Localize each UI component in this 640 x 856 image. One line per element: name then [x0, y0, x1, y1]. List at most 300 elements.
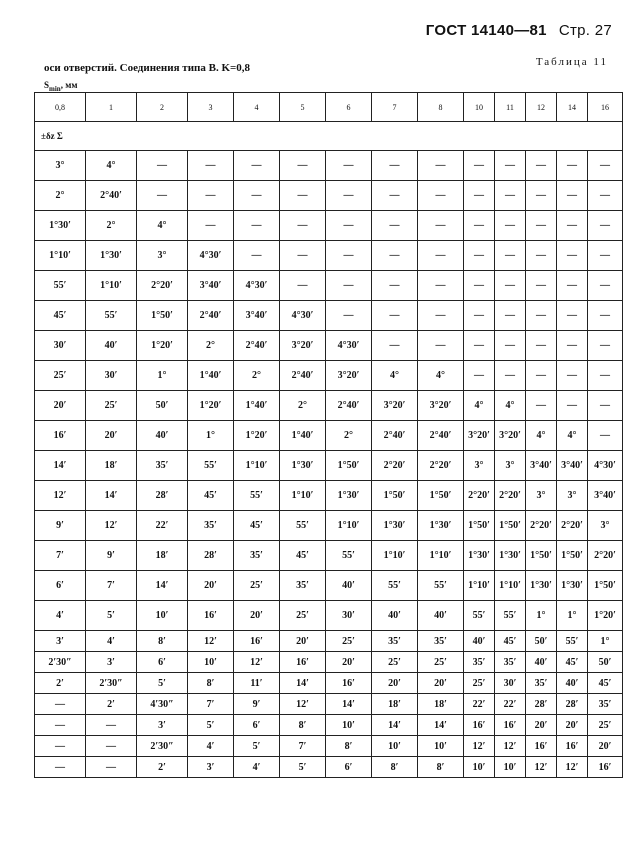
- table-cell: 10′: [372, 736, 418, 757]
- page-number: Стр. 27: [558, 22, 612, 39]
- table-cell: 25′: [372, 652, 418, 673]
- table-cell: 35′: [526, 673, 557, 694]
- table-cell: 4′: [234, 757, 280, 778]
- table-cell: 4′: [35, 601, 86, 631]
- table-cell: 1°50′: [495, 511, 526, 541]
- table-cell: 35′: [372, 631, 418, 652]
- table-cell: 16′: [526, 736, 557, 757]
- table-cell: 1°50′: [588, 571, 623, 601]
- table-cell: —: [326, 271, 372, 301]
- table-cell: 55′: [418, 571, 464, 601]
- table-cell: 3°: [464, 451, 495, 481]
- table-cell: 11′: [234, 673, 280, 694]
- table-cell: 2°20′: [372, 451, 418, 481]
- table-cell: —: [526, 391, 557, 421]
- table-row: [35, 271, 623, 301]
- table-cell: —: [588, 241, 623, 271]
- table-cell: 35′: [588, 694, 623, 715]
- table-cell: 25′: [35, 361, 86, 391]
- table-cell: 25′: [280, 601, 326, 631]
- table-cell: 3°40′: [188, 271, 234, 301]
- table-cell: 1°30′: [495, 541, 526, 571]
- table-row: [35, 301, 623, 331]
- table-cell: 22′: [495, 694, 526, 715]
- table-cell: 25′: [588, 715, 623, 736]
- table-cell: 55′: [495, 601, 526, 631]
- table-cell: —: [418, 181, 464, 211]
- table-cell: 1°30′: [86, 241, 137, 271]
- table-cell: 2°40′: [372, 421, 418, 451]
- table-cell: 2°20′: [495, 481, 526, 511]
- column-header: 14: [557, 93, 588, 122]
- table-cell: 28′: [526, 694, 557, 715]
- table-cell: 4°: [137, 211, 188, 241]
- table-cell: 22′: [137, 511, 188, 541]
- table-cell: 2°20′: [557, 511, 588, 541]
- table-cell: —: [326, 301, 372, 331]
- table-label: Таблица 11: [535, 56, 608, 68]
- table-cell: 14′: [418, 715, 464, 736]
- table-cell: 1°20′: [234, 421, 280, 451]
- table-cell: —: [464, 361, 495, 391]
- table-cell: 1°: [557, 601, 588, 631]
- table-cell: 18′: [418, 694, 464, 715]
- table-row: [35, 736, 623, 757]
- table-cell: 1°30′: [557, 571, 588, 601]
- table-cell: 3′: [137, 715, 188, 736]
- table-cell: 55′: [372, 571, 418, 601]
- table-cell: 1°10′: [464, 571, 495, 601]
- table-cell: 45′: [557, 652, 588, 673]
- table-cell: 40′: [137, 421, 188, 451]
- table-cell: 4°30′: [188, 241, 234, 271]
- table-cell: 3°20′: [418, 391, 464, 421]
- table-cell: —: [418, 241, 464, 271]
- table-row: [35, 151, 623, 181]
- table-cell: 28′: [188, 541, 234, 571]
- table-cell: —: [280, 241, 326, 271]
- smin-label: [44, 80, 77, 93]
- table-cell: 28′: [137, 481, 188, 511]
- table-cell: —: [495, 301, 526, 331]
- table-cell: 16′: [280, 652, 326, 673]
- table-cell: —: [326, 151, 372, 181]
- table-cell: 16′: [495, 715, 526, 736]
- table-row: [35, 181, 623, 211]
- table-cell: 22′: [464, 694, 495, 715]
- table-cell: —: [557, 331, 588, 361]
- table-cell: 1°50′: [418, 481, 464, 511]
- table-cell: —: [372, 211, 418, 241]
- table-row: [35, 694, 623, 715]
- table-cell: 10′: [495, 757, 526, 778]
- table-cell: —: [557, 301, 588, 331]
- table-cell: —: [557, 391, 588, 421]
- table-cell: 35′: [234, 541, 280, 571]
- column-header: 16: [588, 93, 623, 122]
- table-cell: 25′: [326, 631, 372, 652]
- table-cell: 12′: [495, 736, 526, 757]
- table-cell: 55′: [188, 451, 234, 481]
- table-cell: 1°50′: [526, 541, 557, 571]
- table-cell: 55′: [464, 601, 495, 631]
- table-cell: 4′: [86, 631, 137, 652]
- table-cell: 25′: [464, 673, 495, 694]
- table-cell: 1°10′: [86, 271, 137, 301]
- table-row: [35, 601, 623, 631]
- table-cell: —: [35, 736, 86, 757]
- table-cell: 3°: [137, 241, 188, 271]
- table-row: [35, 541, 623, 571]
- table-cell: 18′: [372, 694, 418, 715]
- table-cell: 20′: [588, 736, 623, 757]
- table-cell: 1°50′: [372, 481, 418, 511]
- table-cell: —: [588, 181, 623, 211]
- table-cell: 8′: [188, 673, 234, 694]
- table-cell: —: [464, 211, 495, 241]
- table-cell: 4°: [372, 361, 418, 391]
- table-cell: 20′: [326, 652, 372, 673]
- table-cell: 55′: [86, 301, 137, 331]
- table-cell: —: [557, 181, 588, 211]
- table-cell: 2°: [326, 421, 372, 451]
- table-row: [35, 361, 623, 391]
- table-cell: 3°: [495, 451, 526, 481]
- table-cell: —: [557, 241, 588, 271]
- table-cell: —: [372, 331, 418, 361]
- table-cell: 16′: [188, 601, 234, 631]
- column-header: 0,8: [35, 93, 86, 122]
- table-cell: 25′: [418, 652, 464, 673]
- table-cell: 1°10′: [418, 541, 464, 571]
- table-cell: 1°10′: [495, 571, 526, 601]
- table-cell: 14′: [280, 673, 326, 694]
- table-cell: 7′: [280, 736, 326, 757]
- table-cell: 14′: [326, 694, 372, 715]
- table-cell: 40′: [86, 331, 137, 361]
- table-cell: 35′: [280, 571, 326, 601]
- table-cell: 4°: [557, 421, 588, 451]
- table-cell: 2°: [234, 361, 280, 391]
- table-cell: 6′: [234, 715, 280, 736]
- table-row: [35, 331, 623, 361]
- table-cell: 16′: [588, 757, 623, 778]
- table-cell: 20′: [418, 673, 464, 694]
- table-cell: 3°: [526, 481, 557, 511]
- table-cell: 9′: [234, 694, 280, 715]
- table-cell: 3°20′: [280, 331, 326, 361]
- table-cell: 16′: [234, 631, 280, 652]
- table-cell: 12′: [188, 631, 234, 652]
- table-cell: —: [557, 151, 588, 181]
- table-caption: оси отверстий. Соединения типа В. K=0,8: [44, 62, 251, 74]
- table-cell: 2′30″: [35, 652, 86, 673]
- column-header-row: [35, 93, 623, 122]
- table-cell: 12′: [464, 736, 495, 757]
- table-cell: 12′: [526, 757, 557, 778]
- table-row: [35, 481, 623, 511]
- table-cell: —: [188, 211, 234, 241]
- table-cell: 14′: [35, 451, 86, 481]
- table-cell: 1°30′: [35, 211, 86, 241]
- table-cell: 20′: [86, 421, 137, 451]
- table-cell: 45′: [234, 511, 280, 541]
- table-row: [35, 421, 623, 451]
- table-cell: —: [464, 331, 495, 361]
- table-cell: 30′: [35, 331, 86, 361]
- table-cell: 2°20′: [464, 481, 495, 511]
- table-cell: 2°20′: [418, 451, 464, 481]
- table-row: [35, 715, 623, 736]
- table-cell: —: [326, 241, 372, 271]
- table-cell: 1°10′: [35, 241, 86, 271]
- table-cell: —: [588, 391, 623, 421]
- table-cell: —: [588, 151, 623, 181]
- table-cell: 8′: [418, 757, 464, 778]
- table-cell: 1°30′: [526, 571, 557, 601]
- column-header: 4: [234, 93, 280, 122]
- table-cell: —: [526, 211, 557, 241]
- table-cell: —: [280, 151, 326, 181]
- table-cell: 3′: [35, 631, 86, 652]
- column-header: 10: [464, 93, 495, 122]
- table-cell: 16′: [557, 736, 588, 757]
- table-cell: —: [588, 271, 623, 301]
- table-cell: —: [557, 211, 588, 241]
- table-cell: 1°50′: [557, 541, 588, 571]
- table-cell: —: [280, 181, 326, 211]
- table-cell: —: [464, 181, 495, 211]
- table-cell: —: [137, 151, 188, 181]
- table-cell: 2′: [86, 694, 137, 715]
- table-cell: —: [188, 151, 234, 181]
- table-cell: —: [86, 757, 137, 778]
- table-cell: 4°: [86, 151, 137, 181]
- table-cell: 3°40′: [526, 451, 557, 481]
- table-cell: 14′: [372, 715, 418, 736]
- table-cell: 3°40′: [557, 451, 588, 481]
- table-cell: 2°: [188, 331, 234, 361]
- table-cell: 3°20′: [326, 361, 372, 391]
- table-cell: 4°: [495, 391, 526, 421]
- table-cell: 12′: [557, 757, 588, 778]
- table-cell: —: [234, 181, 280, 211]
- table-cell: 1°: [526, 601, 557, 631]
- table-cell: 18′: [86, 451, 137, 481]
- table-cell: —: [280, 211, 326, 241]
- column-header: 11: [495, 93, 526, 122]
- table-cell: 55′: [557, 631, 588, 652]
- table-cell: 1°: [588, 631, 623, 652]
- table-cell: 4°: [526, 421, 557, 451]
- table-cell: 3°: [557, 481, 588, 511]
- table-cell: —: [326, 211, 372, 241]
- table-cell: 2°40′: [86, 181, 137, 211]
- table-cell: —: [372, 301, 418, 331]
- table-cell: 40′: [418, 601, 464, 631]
- table-cell: 1°10′: [280, 481, 326, 511]
- table-cell: —: [588, 211, 623, 241]
- table-cell: 5′: [234, 736, 280, 757]
- table-cell: 4°30′: [588, 451, 623, 481]
- table-row: [35, 571, 623, 601]
- table-cell: 5′: [188, 715, 234, 736]
- table-cell: —: [234, 241, 280, 271]
- table-row: [35, 211, 623, 241]
- table-cell: 1°30′: [372, 511, 418, 541]
- table-cell: 55′: [234, 481, 280, 511]
- table-cell: —: [137, 181, 188, 211]
- table-cell: —: [588, 421, 623, 451]
- table-cell: 5′: [137, 673, 188, 694]
- table-cell: 55′: [326, 541, 372, 571]
- table-cell: 55′: [280, 511, 326, 541]
- table-cell: 4°30′: [280, 301, 326, 331]
- table-cell: —: [464, 271, 495, 301]
- table-cell: 18′: [137, 541, 188, 571]
- table-cell: 1°10′: [326, 511, 372, 541]
- sigma-label: ±δz Σ: [35, 122, 623, 151]
- table-cell: —: [372, 151, 418, 181]
- table-cell: 2°20′: [526, 511, 557, 541]
- table-cell: 20′: [234, 601, 280, 631]
- table-cell: 14′: [137, 571, 188, 601]
- table-cell: 2°40′: [234, 331, 280, 361]
- table-cell: —: [418, 301, 464, 331]
- column-header: 12: [526, 93, 557, 122]
- table-cell: —: [495, 211, 526, 241]
- table-cell: 10′: [188, 652, 234, 673]
- table-cell: 12′: [35, 481, 86, 511]
- table-cell: 2°: [86, 211, 137, 241]
- table-cell: —: [372, 181, 418, 211]
- table-cell: 5′: [86, 601, 137, 631]
- table-cell: —: [526, 361, 557, 391]
- table-cell: 8′: [280, 715, 326, 736]
- table-cell: 35′: [464, 652, 495, 673]
- table-cell: 25′: [86, 391, 137, 421]
- table-cell: 45′: [495, 631, 526, 652]
- table-cell: 1°: [188, 421, 234, 451]
- table-cell: 3′: [86, 652, 137, 673]
- table-cell: —: [326, 181, 372, 211]
- table-cell: 35′: [188, 511, 234, 541]
- table-cell: 16′: [464, 715, 495, 736]
- table-cell: 8′: [137, 631, 188, 652]
- table-cell: —: [418, 331, 464, 361]
- table-cell: 2°20′: [588, 541, 623, 571]
- table-row: [35, 652, 623, 673]
- table-cell: 25′: [234, 571, 280, 601]
- table-cell: —: [35, 757, 86, 778]
- column-header: 5: [280, 93, 326, 122]
- table-cell: —: [495, 271, 526, 301]
- table-cell: —: [188, 181, 234, 211]
- table-cell: 3°40′: [234, 301, 280, 331]
- table-cell: 40′: [372, 601, 418, 631]
- table-cell: 9′: [35, 511, 86, 541]
- table-cell: 1°20′: [188, 391, 234, 421]
- table-cell: 2′: [35, 673, 86, 694]
- table-cell: —: [418, 151, 464, 181]
- table-cell: 35′: [137, 451, 188, 481]
- table-cell: 1°10′: [372, 541, 418, 571]
- table-cell: 7′: [35, 541, 86, 571]
- table-cell: 4′30″: [137, 694, 188, 715]
- table-cell: 30′: [86, 361, 137, 391]
- table-cell: 3′: [188, 757, 234, 778]
- table-cell: 9′: [86, 541, 137, 571]
- table-cell: —: [35, 715, 86, 736]
- table-cell: —: [588, 361, 623, 391]
- table-cell: 55′: [35, 271, 86, 301]
- table-cell: —: [526, 331, 557, 361]
- table-cell: 16′: [326, 673, 372, 694]
- table-cell: 6′: [137, 652, 188, 673]
- table-cell: 3°20′: [495, 421, 526, 451]
- table-cell: 2°40′: [326, 391, 372, 421]
- table-cell: 2′30″: [137, 736, 188, 757]
- table-cell: 1°40′: [280, 421, 326, 451]
- table-cell: —: [35, 694, 86, 715]
- table-cell: —: [280, 271, 326, 301]
- table-cell: 28′: [557, 694, 588, 715]
- table-cell: 20′: [280, 631, 326, 652]
- smin-subscript: min: [49, 84, 61, 93]
- table-row: [35, 511, 623, 541]
- table-cell: 1°50′: [464, 511, 495, 541]
- column-header: 7: [372, 93, 418, 122]
- table-cell: 1°: [137, 361, 188, 391]
- table-cell: —: [526, 181, 557, 211]
- table-cell: 16′: [35, 421, 86, 451]
- table-cell: 2′: [137, 757, 188, 778]
- table-cell: 40′: [326, 571, 372, 601]
- table-cell: 4′: [188, 736, 234, 757]
- table-cell: —: [526, 271, 557, 301]
- table-cell: 2°: [35, 181, 86, 211]
- column-header: 3: [188, 93, 234, 122]
- table-cell: —: [464, 301, 495, 331]
- table-cell: 1°30′: [464, 541, 495, 571]
- table-cell: 10′: [137, 601, 188, 631]
- smin-unit: , мм: [60, 80, 78, 90]
- table-cell: 7′: [188, 694, 234, 715]
- table-cell: 1°20′: [588, 601, 623, 631]
- table-cell: 35′: [495, 652, 526, 673]
- table-cell: 1°40′: [188, 361, 234, 391]
- table-cell: —: [86, 736, 137, 757]
- table-cell: 3°20′: [464, 421, 495, 451]
- table-cell: —: [495, 151, 526, 181]
- table-cell: —: [234, 151, 280, 181]
- table-cell: 1°30′: [326, 481, 372, 511]
- table-cell: 40′: [464, 631, 495, 652]
- table-cell: —: [495, 181, 526, 211]
- table-cell: —: [588, 301, 623, 331]
- table-cell: —: [464, 241, 495, 271]
- table-row: [35, 241, 623, 271]
- table-cell: —: [372, 271, 418, 301]
- table-cell: —: [372, 241, 418, 271]
- page-header: [426, 22, 612, 39]
- table-cell: 1°10′: [234, 451, 280, 481]
- table-cell: 1°30′: [418, 511, 464, 541]
- table-cell: 3°: [588, 511, 623, 541]
- table-cell: 20′: [557, 715, 588, 736]
- table-row: [35, 673, 623, 694]
- table-cell: 50′: [588, 652, 623, 673]
